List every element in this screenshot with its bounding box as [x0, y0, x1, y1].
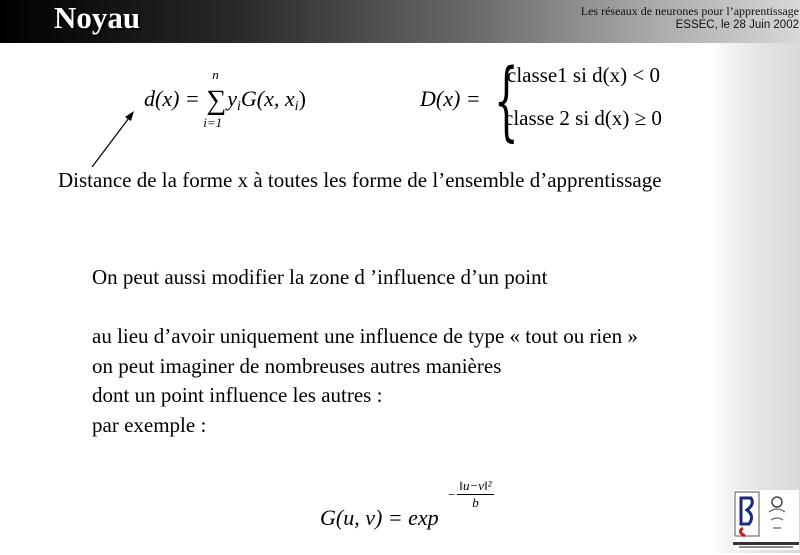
exponent-numerator: ‖u−v‖²	[459, 478, 492, 493]
formula-d	[144, 66, 306, 130]
sum-upper-limit: n	[212, 66, 219, 82]
formula-d-y-sub: i	[237, 99, 241, 114]
formula-G: G(u, v) = exp	[320, 505, 439, 530]
sum-symbol	[203, 66, 227, 130]
paragraph-2: au lieu d’avoir uniquement une influence de type « tout ou rien »	[92, 324, 638, 348]
formula-D-lhs: D(x) =	[420, 86, 481, 111]
institution-logo	[733, 490, 799, 550]
formula-case-2: classe 2 si d(x) ≥ 0	[504, 106, 662, 130]
formula-d-x-sub: i	[294, 99, 299, 114]
exponent-denominator: b	[472, 495, 479, 510]
formula-d-lhs: d(x) =	[144, 86, 200, 111]
sum-lower-limit: i=1	[203, 114, 223, 130]
formula-d-close: )	[298, 86, 306, 111]
paragraph-4: dont un point influence les autres :	[92, 383, 383, 407]
paragraph-3: on peut imaginer de nombreuses autres manières	[92, 354, 502, 378]
formula-G-exponent: − $\frac{\text{‖u−v‖²}}{b}$	[448, 478, 492, 510]
sigma-glyph: ∑	[206, 84, 227, 116]
slide-title: Noyau	[54, 0, 141, 35]
formula-case-1: classe1 si d(x) < 0	[507, 63, 660, 87]
paragraph-5: par exemple :	[92, 413, 207, 437]
pointer-arrow-icon	[85, 105, 145, 175]
distance-annotation: Distance de la forme x à toutes les forme de l’ensemble d’apprentissage	[58, 168, 662, 192]
decorative-sidebar	[712, 43, 800, 553]
case-brace: {	[494, 51, 519, 151]
header-course-title: Les réseaux de neurones pour l’apprentissage	[580, 4, 799, 18]
header-event-date: ESSEC, le 28 Juin 2002	[675, 19, 799, 31]
paragraph-1: On peut aussi modifier la zone d ’influence d’un point	[92, 265, 548, 289]
formula-d-y: y	[227, 86, 238, 111]
formula-d-g: G(x, x	[240, 86, 295, 111]
logo-icon	[733, 490, 799, 550]
